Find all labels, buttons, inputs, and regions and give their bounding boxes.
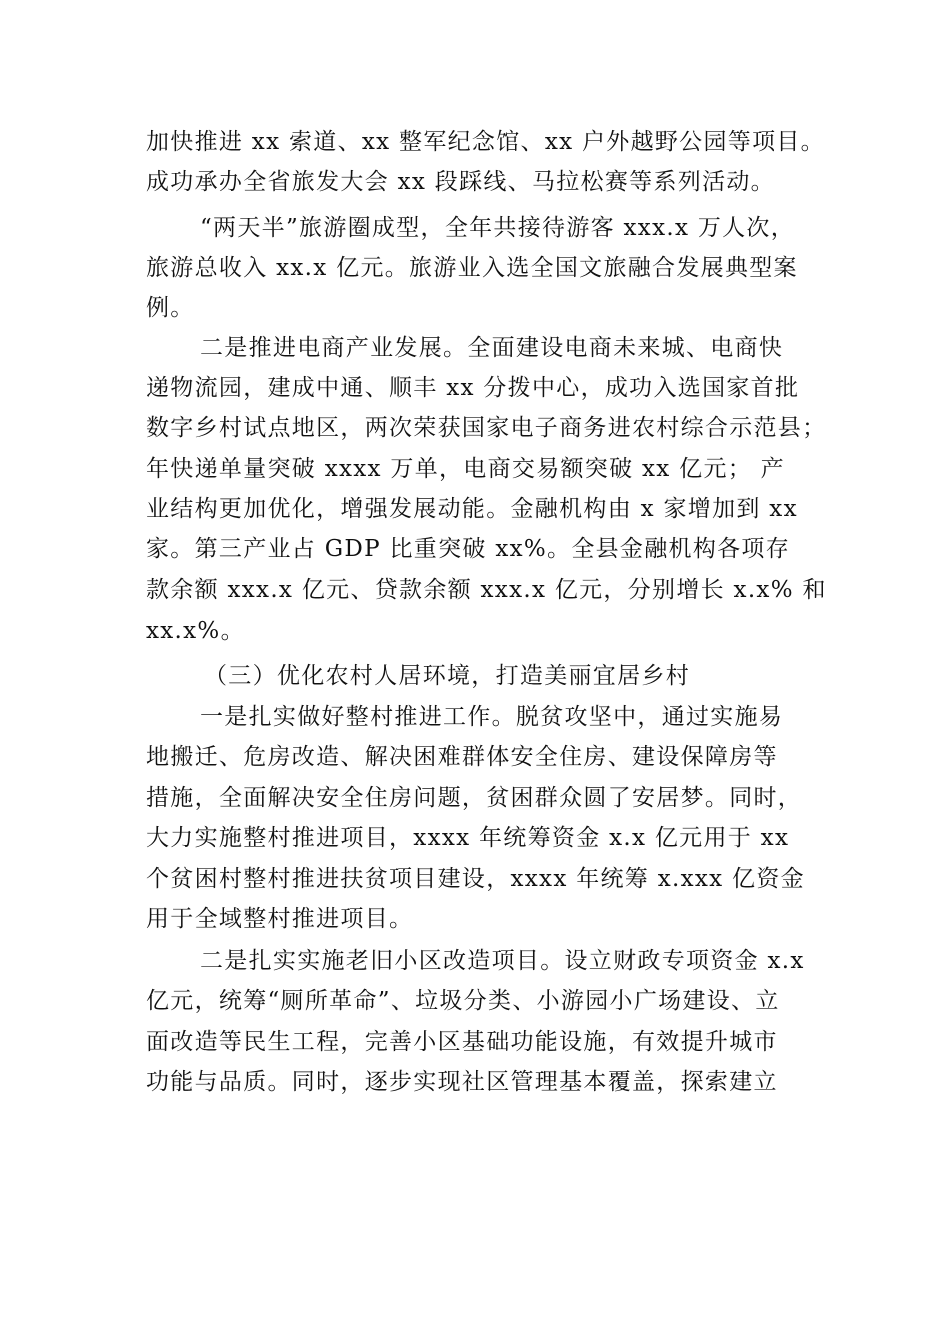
text-line: 地搬迁、危房改造、解决困难群体安全住房、建设保障房等 (146, 744, 778, 770)
text-line: 措施，全面解决安全住房问题，贫困群众圆了安居梦。同时， (146, 785, 803, 811)
text-line: 面改造等民生工程，完善小区基础功能设施，有效提升城市 (146, 1029, 778, 1055)
text-line: 旅游总收入 xx.x 亿元。旅游业入选全国文旅融合发展典型案 (146, 255, 798, 281)
paragraph-first-line: 二是推进电商产业发展。全面建设电商未来城、电商快 (200, 335, 784, 361)
text-line: 成功承办全省旅发大会 xx 段踩线、马拉松赛等系列活动。 (146, 169, 775, 195)
text-line: 例。 (146, 295, 195, 321)
section-heading: （三）优化农村人居环境，打造美丽宜居乡村 (204, 663, 690, 689)
paragraph-first-line: 二是扎实实施老旧小区改造项目。设立财政专项资金 x.x (200, 948, 805, 974)
text-line: 亿元，统筹“厕所革命”、垃圾分类、小游园小广场建设、立 (146, 988, 780, 1014)
text-line: 家。第三产业占 GDP 比重突破 xx%。全县金融机构各项存 (146, 536, 791, 562)
text-line: 大力实施整村推进项目，xxxx 年统筹资金 x.x 亿元用于 xx (146, 825, 790, 851)
text-line: 用于全域整村推进项目。 (146, 906, 414, 932)
text-line: 年快递单量突破 xxxx 万单，电商交易额突破 xx 亿元； 产 (146, 456, 785, 482)
text-line: 加快推进 xx 索道、xx 整军纪念馆、xx 户外越野公园等项目。 (146, 129, 825, 155)
text-line: 功能与品质。同时，逐步实现社区管理基本覆盖，探索建立 (146, 1069, 778, 1095)
text-line: xx.x%。 (146, 618, 245, 644)
text-line: 个贫困村整村推进扶贫项目建设，xxxx 年统筹 x.xxx 亿资金 (146, 866, 805, 892)
text-line: 款余额 xxx.x 亿元、贷款余额 xxx.x 亿元，分别增长 x.x% 和 (146, 577, 827, 603)
paragraph-first-line: 一是扎实做好整村推进工作。脱贫攻坚中，通过实施易 (200, 704, 784, 730)
text-line: 业结构更加优化，增强发展动能。金融机构由 x 家增加到 xx (146, 496, 798, 522)
text-line: 数字乡村试点地区，两次荣获国家电子商务进农村综合示范县； (146, 415, 827, 441)
text-line: 递物流园，建成中通、顺丰 xx 分拨中心，成功入选国家首批 (146, 375, 800, 401)
paragraph-first-line: “两天半”旅游圈成型，全年共接待游客 xxx.x 万人次， (200, 215, 796, 241)
